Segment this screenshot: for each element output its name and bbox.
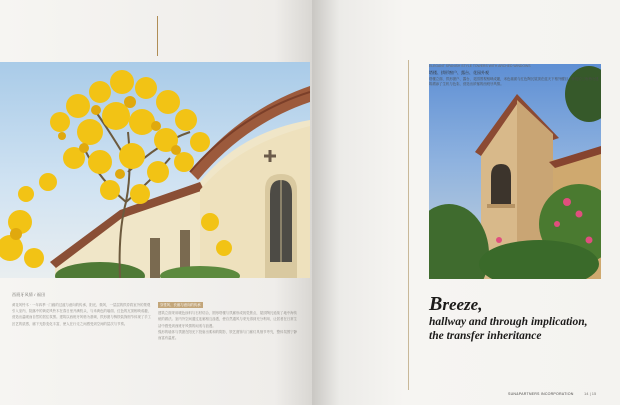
body-column-left	[12, 302, 152, 327]
body-paragraph-a: 黄花风铃木 · 一年四季 · 门廊的过渡与意向的传承，阳光、微风，一层层的拱券将室外的景观引入室内，院落中的黄花风铃木在春日里开满枝头，与米黄色的墙面、红色的瓦顶相映成趣，营造出温暖而自然的居住氛围。建筑以西班牙风格为基调，拱形窗与铸铁装饰细节体现了手工匠艺的质感，廊下光影变化丰富，使人在行走之间感受到空间的层次与节奏。	[12, 303, 152, 326]
body-paragraph-c: 弧形的墙体与拱窗在阳光下投射出柔和的阴影，铁艺窗饰与门廊灯具细节考究，整体氛围宁静而富有温度。	[158, 329, 298, 341]
page-number-left: 14	[584, 391, 589, 396]
photo-caption-left: 西班牙风情 / 福田	[12, 292, 46, 297]
body-column-right	[158, 302, 300, 341]
right-page	[312, 0, 620, 405]
highlight-label: 穿堂风、长廊与意向的传承	[160, 303, 201, 307]
footer-brand: SUN&PARTNERS INCORPORATION	[508, 392, 574, 396]
gold-column-rule	[408, 60, 409, 390]
feature-headline	[429, 294, 615, 343]
page-number-right: 15	[591, 391, 597, 396]
villa-tower-photo	[429, 64, 601, 279]
photo-caption-right	[429, 64, 599, 87]
page-numbers	[584, 391, 596, 396]
photo-caption-body: 塔楼立面、拱形窗户、露台、花园景观相映成趣，米色墙面与红色陶瓦屋顶在蓝天下格外醒目，攀爬的三角梅为建筑增添了生机与色彩，营造出浓郁的西班牙风情。	[429, 77, 599, 86]
headline-line-2: hallway and through implication,	[429, 316, 588, 328]
villa-tower-illustration	[429, 64, 601, 279]
headline-line-1	[429, 294, 615, 315]
page-number-separator: |	[589, 391, 592, 396]
photo-caption-title: 塔楼、拱形窗户、露台、花园外观	[429, 70, 489, 75]
villa-yellow-tree-photo	[0, 62, 310, 278]
body-paragraph-b: 建筑立面采用暖色涂料与石材结合，圆形塔楼与拱廊形成视觉焦点，屋顶陶瓦延续了地中海传统的做法。室内外空间通过连廊相互渗透，使自然通风与采光得到充分利用，让居者在日常生活中感受到西班牙风情的闲适与浪漫。	[158, 311, 298, 328]
photo-caption-english: ELEGANT SPANISH STYLE TOWERS WITH ARCHED WINDOWS	[429, 64, 531, 68]
headline-line-1-text: reeze,	[442, 295, 483, 314]
top-gold-rule	[157, 16, 158, 56]
villa-yellow-tree-illustration	[0, 62, 310, 278]
headline-dropcap: B	[429, 293, 443, 315]
headline-line-3: the transfer inheritance	[429, 330, 542, 342]
